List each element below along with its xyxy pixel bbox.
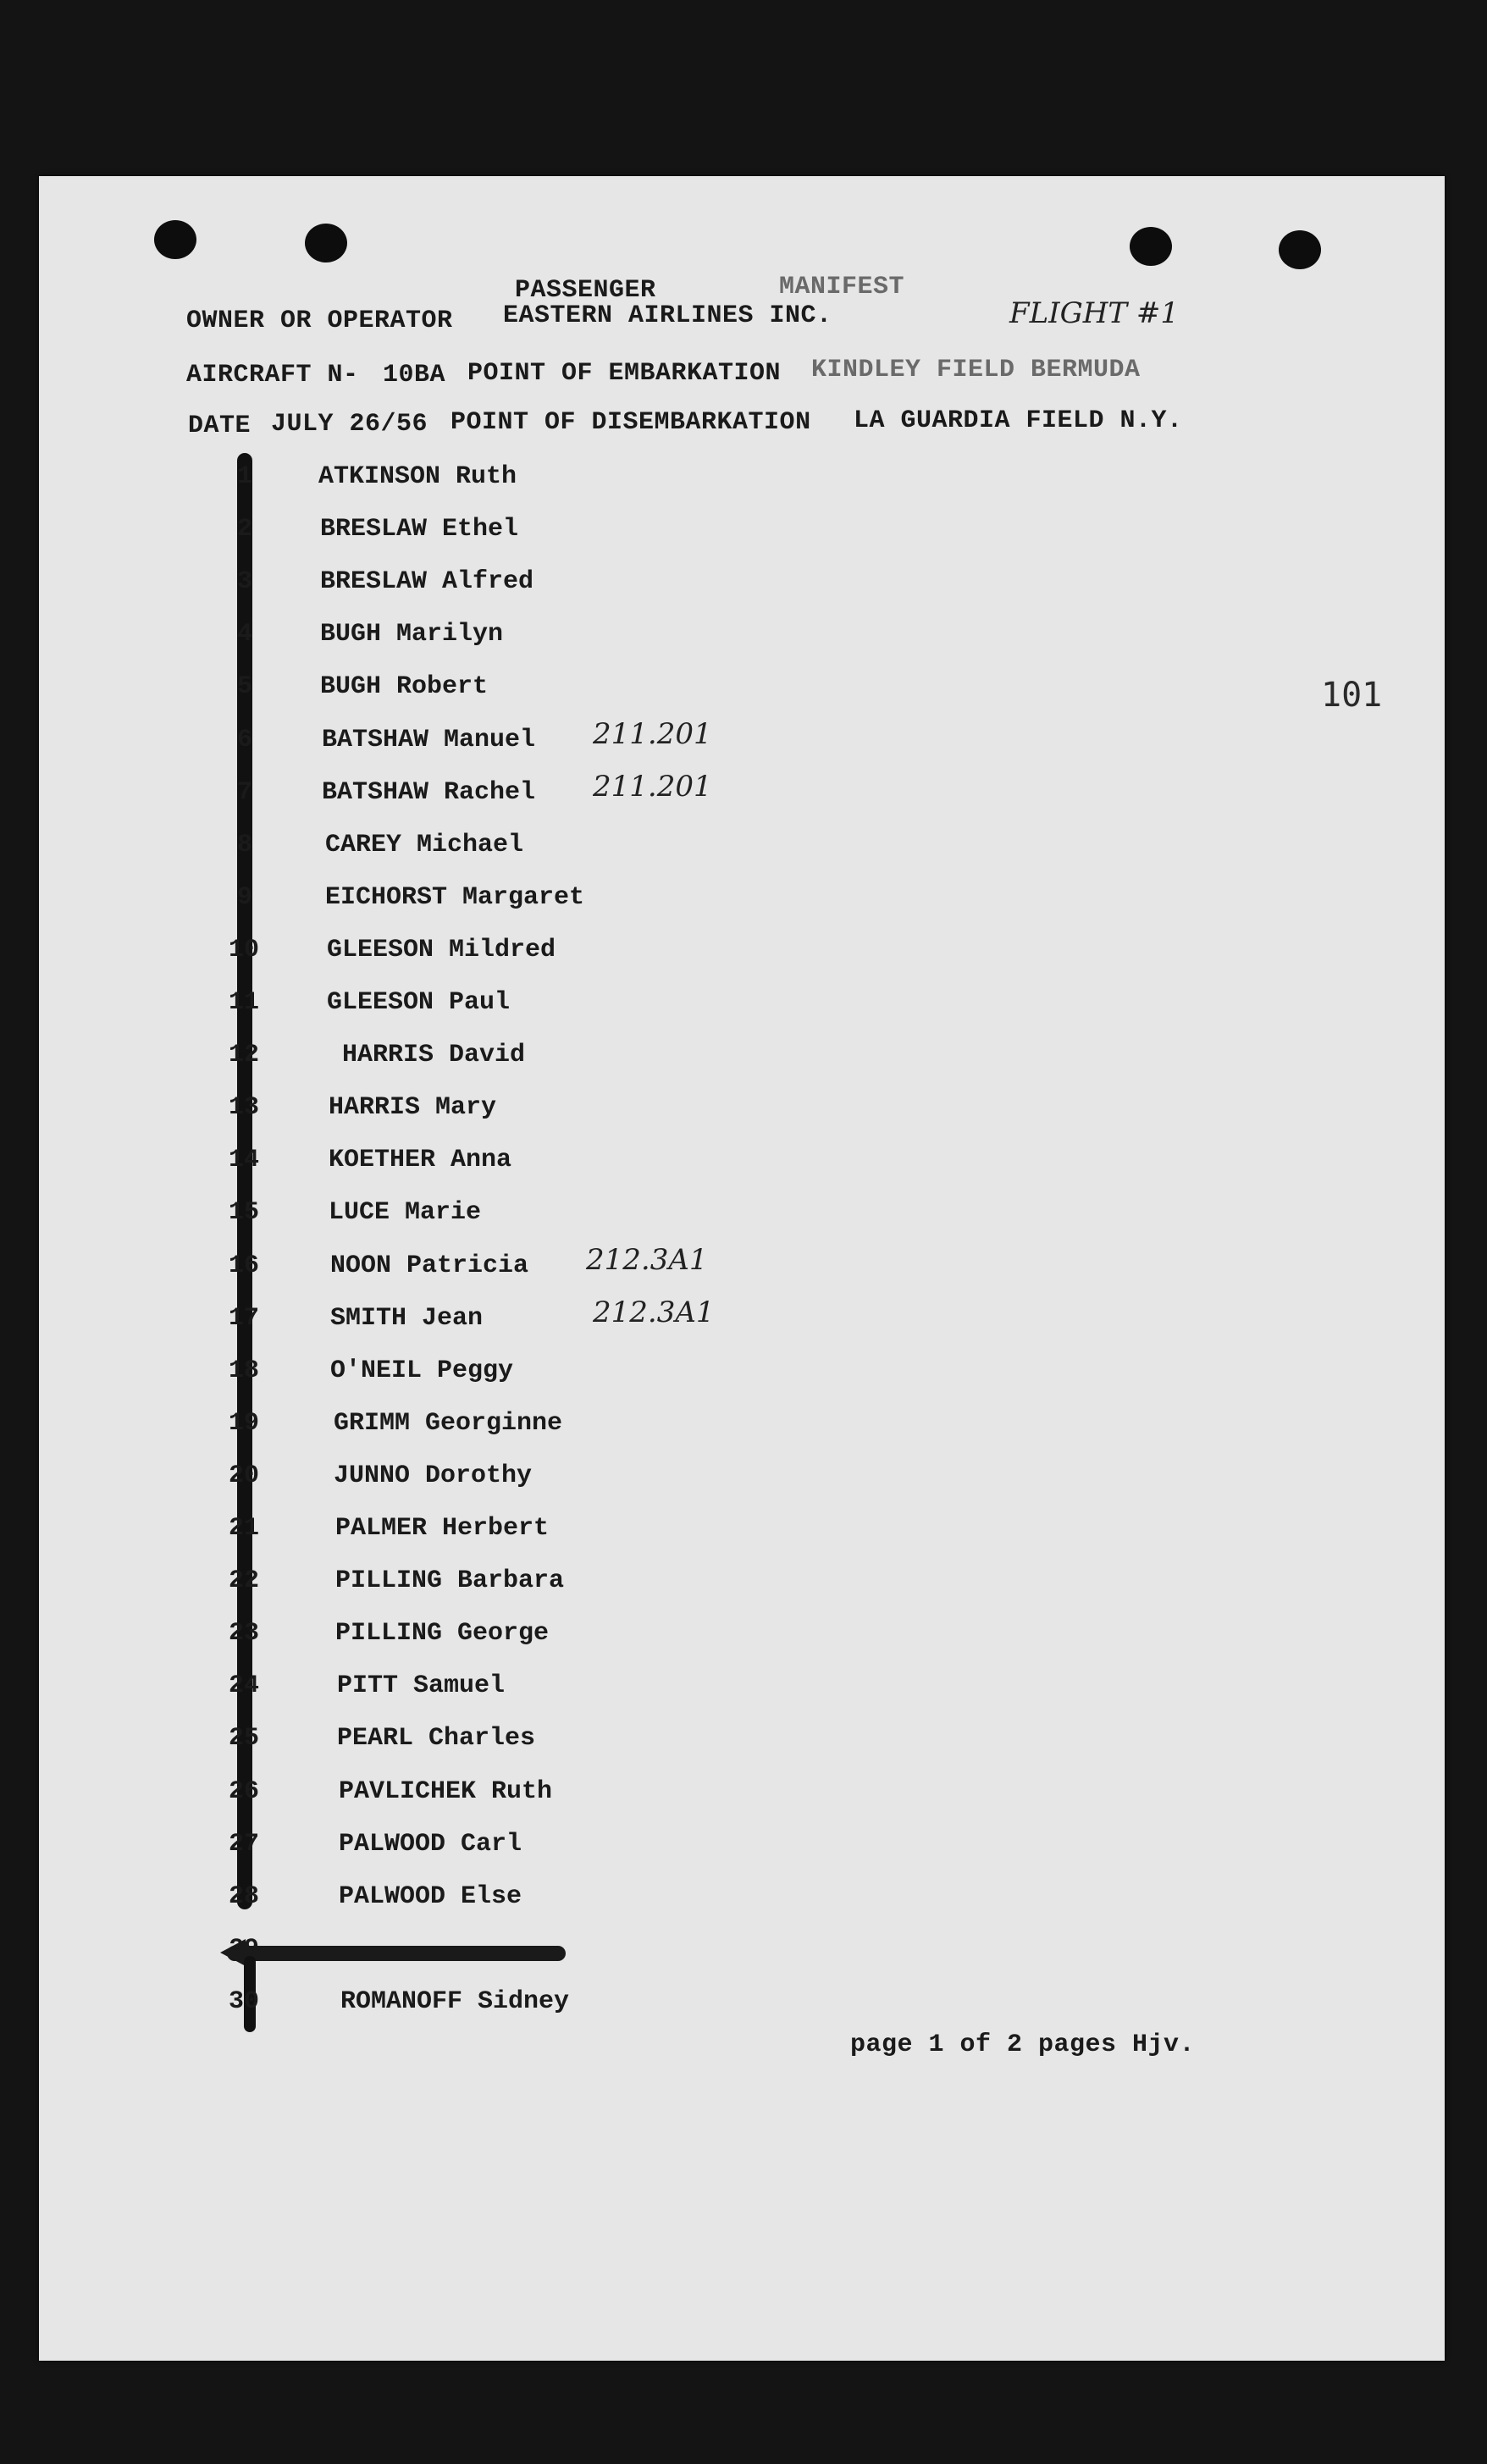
passenger-name: PILLING Barbara <box>335 1566 565 1595</box>
passenger-note-handwritten: 212.3A1 <box>586 1243 708 1277</box>
passenger-name: BUGH Robert <box>320 672 489 701</box>
passenger-name: PITT Samuel <box>337 1671 506 1700</box>
passenger-name: JUNNO Dorothy <box>334 1461 533 1490</box>
passenger-name: HARRIS David <box>342 1041 526 1069</box>
passenger-number: 17 <box>228 1304 259 1333</box>
passenger-number: 22 <box>228 1566 259 1595</box>
punch-hole <box>1279 230 1321 269</box>
passenger-name: BRESLAW Alfred <box>320 567 534 596</box>
passenger-number: 21 <box>228 1514 259 1543</box>
passenger-note-handwritten: 211.201 <box>593 770 712 804</box>
passenger-note-handwritten: 212.3A1 <box>593 1296 715 1329</box>
passenger-number: 3 <box>236 567 252 596</box>
passenger-number: 29 <box>228 1935 259 1964</box>
passenger-name: O'NEIL Peggy <box>330 1356 514 1385</box>
passenger-name: BRESLAW Ethel <box>320 515 519 544</box>
passenger-name: PALMER Herbert <box>335 1514 550 1543</box>
passenger-name: CAREY Michael <box>325 831 524 859</box>
passenger-name: BATSHAW Manuel <box>322 726 536 754</box>
passenger-note-handwritten: 211.201 <box>593 717 712 751</box>
passenger-number: 1 <box>236 462 252 491</box>
passenger-name: PEARL Charles <box>337 1724 536 1753</box>
passenger-name: GRIMM Georginne <box>334 1409 563 1438</box>
passenger-name: ATKINSON Ruth <box>318 462 517 491</box>
passenger-name: LUCE Marie <box>329 1198 482 1227</box>
passenger-number: 2 <box>236 515 252 544</box>
aircraft-value: 10BA <box>383 361 446 389</box>
passenger-name: GLEESON Mildred <box>327 936 556 964</box>
page-number: 101 <box>1321 676 1383 715</box>
passenger-number: 5 <box>236 672 252 701</box>
passenger-number: 28 <box>228 1882 259 1911</box>
passenger-name: PALWOOD Carl <box>339 1830 522 1859</box>
passenger-name: PILLING George <box>335 1619 550 1648</box>
form-title-passenger: PASSENGER <box>515 276 656 305</box>
disembarkation-value: LA GUARDIA FIELD N.Y. <box>854 406 1183 435</box>
pagination-note: page 1 of 2 pages Hjv. <box>850 2030 1196 2059</box>
passenger-number: 27 <box>228 1830 259 1859</box>
passenger-name: KOETHER Anna <box>329 1146 512 1174</box>
embarkation-label: POINT OF EMBARKATION <box>467 359 782 388</box>
passenger-number: 23 <box>228 1619 259 1648</box>
passenger-number: 19 <box>228 1409 259 1438</box>
passenger-number: 18 <box>228 1356 259 1385</box>
disembarkation-label: POINT OF DISEMBARKATION <box>451 408 811 437</box>
passenger-number: 4 <box>236 620 252 649</box>
punch-hole <box>154 220 196 259</box>
passenger-number: 25 <box>228 1724 259 1753</box>
passenger-number: 10 <box>228 936 259 964</box>
passenger-name: HARRIS Mary <box>329 1093 497 1122</box>
date-label: DATE <box>188 412 252 440</box>
passenger-name: ROMANOFF Sidney <box>340 1987 570 2016</box>
passenger-name: PAVLICHEK Ruth <box>339 1777 553 1806</box>
passenger-name: PALWOOD Else <box>339 1882 522 1911</box>
form-title-manifest: MANIFEST <box>779 273 905 301</box>
passenger-name: NOON Patricia <box>330 1251 529 1280</box>
passenger-number: 24 <box>228 1671 259 1700</box>
passenger-number: 15 <box>228 1198 259 1227</box>
passenger-number: 16 <box>228 1251 259 1280</box>
passenger-number: 20 <box>228 1461 259 1490</box>
passenger-name: BUGH Marilyn <box>320 620 504 649</box>
owner-label: OWNER OR OPERATOR <box>186 307 453 335</box>
passenger-number: 12 <box>228 1041 259 1069</box>
aircraft-label: AIRCRAFT N- <box>186 361 359 389</box>
passenger-number: 13 <box>228 1093 259 1122</box>
passenger-number: 7 <box>236 778 252 807</box>
embarkation-value: KINDLEY FIELD BERMUDA <box>811 356 1141 384</box>
passenger-number: 26 <box>228 1777 259 1806</box>
passenger-name: EICHORST Margaret <box>325 883 585 912</box>
passenger-name: BATSHAW Rachel <box>322 778 536 807</box>
passenger-number: 30 <box>228 1987 259 2016</box>
passenger-name: GLEESON Paul <box>327 988 511 1017</box>
passenger-number: 6 <box>236 726 252 754</box>
date-value: JULY 26/56 <box>271 410 428 439</box>
passenger-number: 8 <box>236 831 252 859</box>
punch-hole <box>1130 227 1172 266</box>
passenger-name: SMITH Jean <box>330 1304 484 1333</box>
passenger-number: 9 <box>236 883 252 912</box>
flight-number-handwritten: FLIGHT #1 <box>1009 296 1180 330</box>
passenger-number: 11 <box>228 988 259 1017</box>
strike-through-mark <box>227 1946 566 1961</box>
owner-value: EASTERN AIRLINES INC. <box>503 301 832 330</box>
punch-hole <box>305 224 347 262</box>
passenger-number: 14 <box>228 1146 259 1174</box>
